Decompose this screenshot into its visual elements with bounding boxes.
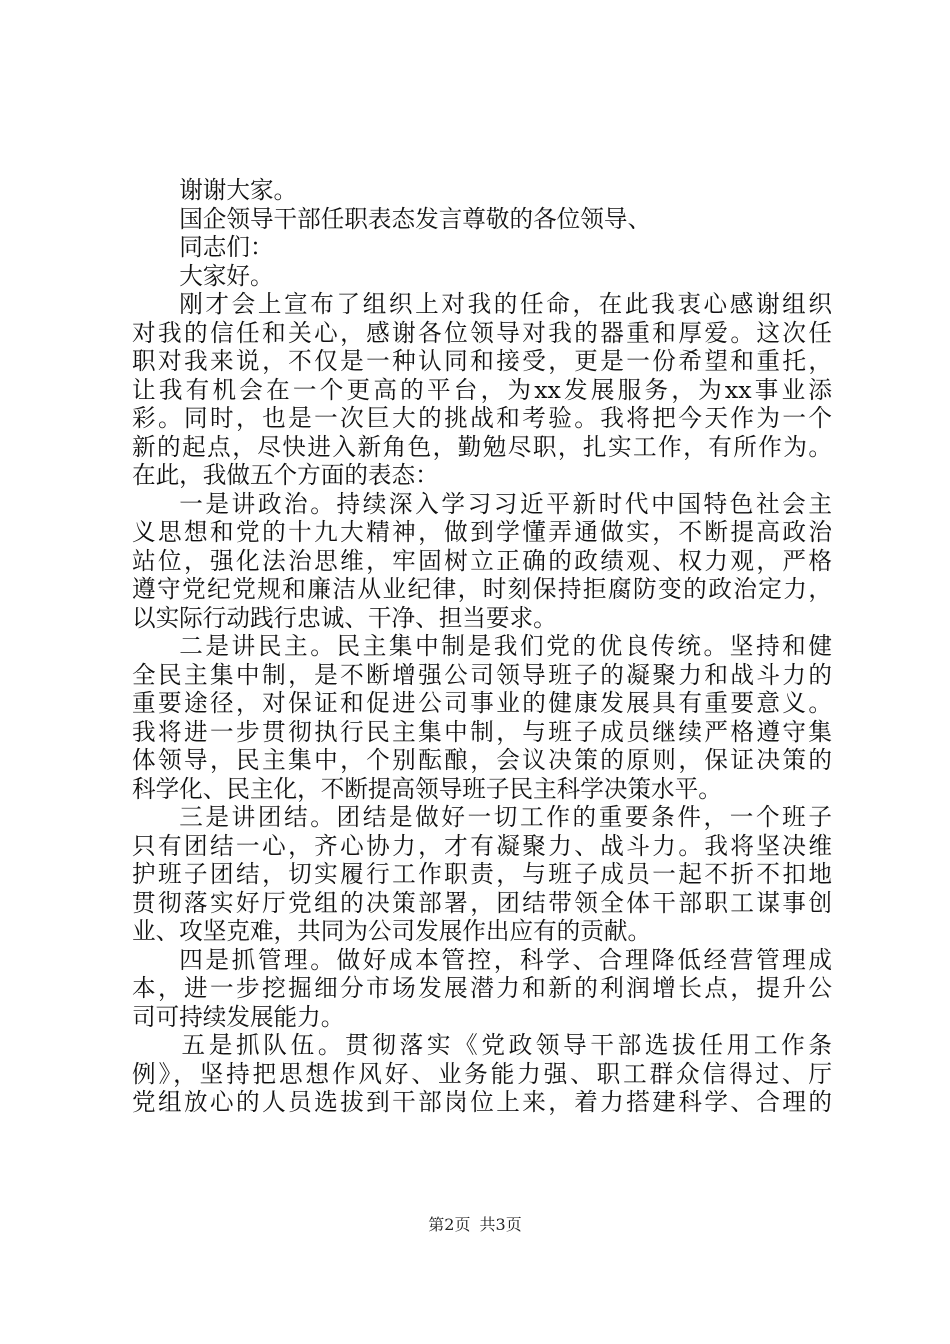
text-line: 四是抓管理。做好成本管控，科学、合理降低经营管理成: [179, 945, 832, 974]
text-line: 让我有机会在一个更高的平台，为xx发展服务，为xx事业添: [132, 375, 832, 404]
text-line: 贯彻落实好厅党组的决策部署，团结带领全体干部职工谋事创: [132, 888, 832, 917]
text-line: 谢谢大家。: [179, 176, 298, 204]
text-line: 业、攻坚克难，共同为公司发展作出应有的贡献。: [132, 917, 652, 945]
text-line: 司可持续发展能力。: [132, 1002, 345, 1031]
text-line: 体领导，民主集中，个别酝酿，会议决策的原则，保证决策的: [132, 746, 832, 774]
text-line: 二是讲民主。民主集中制是我们党的优良传统。坚持和健: [179, 632, 832, 660]
text-line: 彩。同时，也是一次巨大的挑战和考验。我将把今天作为一个: [132, 404, 832, 432]
text-line: 新的起点，尽快进入新角色，勤勉尽职，扎实工作，有所作为。: [132, 432, 832, 461]
text-line: 重要途径，对保证和促进公司事业的健康发展具有重要意义。: [132, 689, 832, 717]
text-line: 五是抓队伍。贯彻落实《党政领导干部选拔任用工作条: [181, 1031, 832, 1059]
text-line: 在此，我做五个方面的表态：: [132, 461, 439, 489]
text-line: 大家好。: [179, 261, 274, 290]
text-line: 只有团结一心，齐心协力，才有凝聚力、战斗力。我将坚决维: [132, 831, 832, 860]
text-line: 同志们：: [179, 233, 274, 261]
text-line: 以实际行动践行忠诚、干净、担当要求。: [132, 603, 557, 632]
text-line: 国企领导干部任职表态发言尊敬的各位领导、: [179, 204, 652, 233]
text-line: 例》，坚持把思想作风好、业务能力强、职工群众信得过、厅: [132, 1059, 832, 1088]
text-line: 对我的信任和关心，感谢各位领导对我的器重和厚爱。这次任: [132, 318, 832, 347]
text-line: 本，进一步挖掘细分市场发展潜力和新的利润增长点，提升公: [132, 974, 832, 1002]
document-body: [132, 176, 832, 1117]
page-footer: [0, 1212, 950, 1235]
text-line: 护班子团结，切实履行工作职责，与班子成员一起不折不扣地: [132, 860, 832, 888]
text-line: 全民主集中制，是不断增强公司领导班子的凝聚力和战斗力的: [132, 660, 832, 689]
text-line: 职对我来说，不仅是一种认同和接受，更是一份希望和重托，: [132, 347, 832, 375]
text-line: 一是讲政治。持续深入学习习近平新时代中国特色社会主: [179, 489, 832, 518]
text-line: 遵守党纪党规和廉洁从业纪律，时刻保持拒腐防变的政治定力，: [132, 575, 832, 603]
text-line: 义思想和党的十九大精神，做到学懂弄通做实，不断提高政治: [132, 518, 832, 546]
text-line: 我将进一步贯彻执行民主集中制，与班子成员继续严格遵守集: [132, 717, 832, 746]
text-line: 刚才会上宣布了组织上对我的任命，在此我衷心感谢组织: [179, 290, 832, 318]
text-line: 党组放心的人员选拔到干部岗位上来，着力搭建科学、合理的: [132, 1088, 832, 1116]
text-line: 站位，强化法治思维，牢固树立正确的政绩观、权力观，严格: [132, 546, 832, 575]
text-line: 科学化、民主化，不断提高领导班子民主科学决策水平。: [132, 774, 722, 803]
text-line: 三是讲团结。团结是做好一切工作的重要条件，一个班子: [179, 803, 832, 831]
page-total: 共3页: [479, 1215, 522, 1234]
page-number: 第2页: [428, 1215, 471, 1234]
